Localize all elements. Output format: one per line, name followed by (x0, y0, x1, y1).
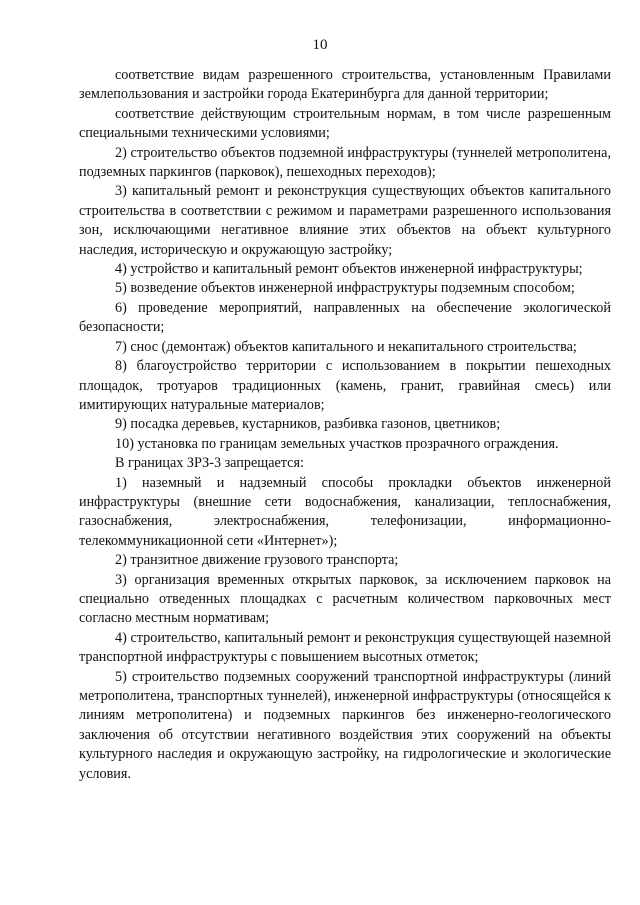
paragraph-item-6-ecological-safety: 6) проведение мероприятий, направленных на обеспечение экологической безопасности; (79, 299, 611, 336)
paragraph-prohibited-5-underground-structures: 5) строительство подземных сооружений транспортной инфраструктуры (линий метрополитена, транспортных туннелей), инженерной инфраструктуры (относящейся к линиям метрополитена) и подземных паркингов без инженерно-геологического заключения об отсутствии негативного воздействия этих сооружений на объекты культурного наследия и окружающую застройку, на гидрологические и экологические условия. (79, 668, 611, 782)
paragraph-prohibited-2-freight-transit: 2) транзитное движение грузового транспорта; (115, 552, 399, 569)
section-heading-zrz3-prohibited: В границах ЗРЗ-3 запрещается: (115, 455, 304, 472)
paragraph-item-5-underground-method: 5) возведение объектов инженерной инфраструктуры подземным способом; (115, 280, 575, 297)
paragraph-item-3-capital-repair: 3) капитальный ремонт и реконструкция существующих объектов капитального строительства в соответствии с режимом и параметрами разрешенного использования зон, исключающими негативное влияние этих объектов на объект культурного наследия, историческую и окружающую застройку; (79, 183, 611, 258)
paragraph-prohibited-4-transport-infrastructure: 4) строительство, капитальный ремонт и реконструкция существующей наземной транспортной инфраструктуры с повышением высотных отметок; (79, 629, 611, 666)
paragraph-prohibited-1-overground-networks: 1) наземный и надземный способы прокладки объектов инженерной инфраструктуры (внешние сети водоснабжения, канализации, теплоснабжения, газоснабжения, электроснабжения, телефонизации, информационно-телекоммуникационной сети «Интернет»); (79, 474, 611, 549)
document-body (79, 66, 611, 784)
paragraph-item-9-planting: 9) посадка деревьев, кустарников, разбивка газонов, цветников; (115, 416, 501, 433)
paragraph-item-8-landscaping: 8) благоустройство территории с использованием в покрытии пешеходных площадок, тротуаров традиционных (камень, гранит, гравийная смесь) или имитирующих натуральные материалов; (79, 358, 611, 413)
paragraph-item-4-engineering-infrastructure: 4) устройство и капитальный ремонт объектов инженерной инфраструктуры; (115, 261, 583, 278)
page-number: 10 (312, 37, 328, 53)
paragraph-conformity-building-norms: соответствие действующим строительным нормам, в том числе разрешенным специальными техническими условиями; (79, 105, 611, 142)
paragraph-conformity-permitted-use: соответствие видам разрешенного строительства, установленным Правилами землепользования и застройки города Екатеринбурга для данной территории; (79, 67, 611, 103)
paragraph-item-2-underground-infrastructure: 2) строительство объектов подземной инфраструктуры (туннелей метрополитена, подземных паркингов (парковок), пешеходных переходов); (79, 144, 611, 181)
paragraph-item-7-demolition: 7) снос (демонтаж) объектов капитального и некапитального строительства; (115, 338, 577, 355)
paragraph-prohibited-3-temporary-parking: 3) организация временных открытых парковок, за исключением парковок на специально отведенных площадках с расчетным количеством парковочных мест согласно местным нормативам; (79, 571, 611, 627)
paragraph-item-10-fencing: 10) установка по границам земельных участков прозрачного ограждения. (115, 435, 559, 452)
